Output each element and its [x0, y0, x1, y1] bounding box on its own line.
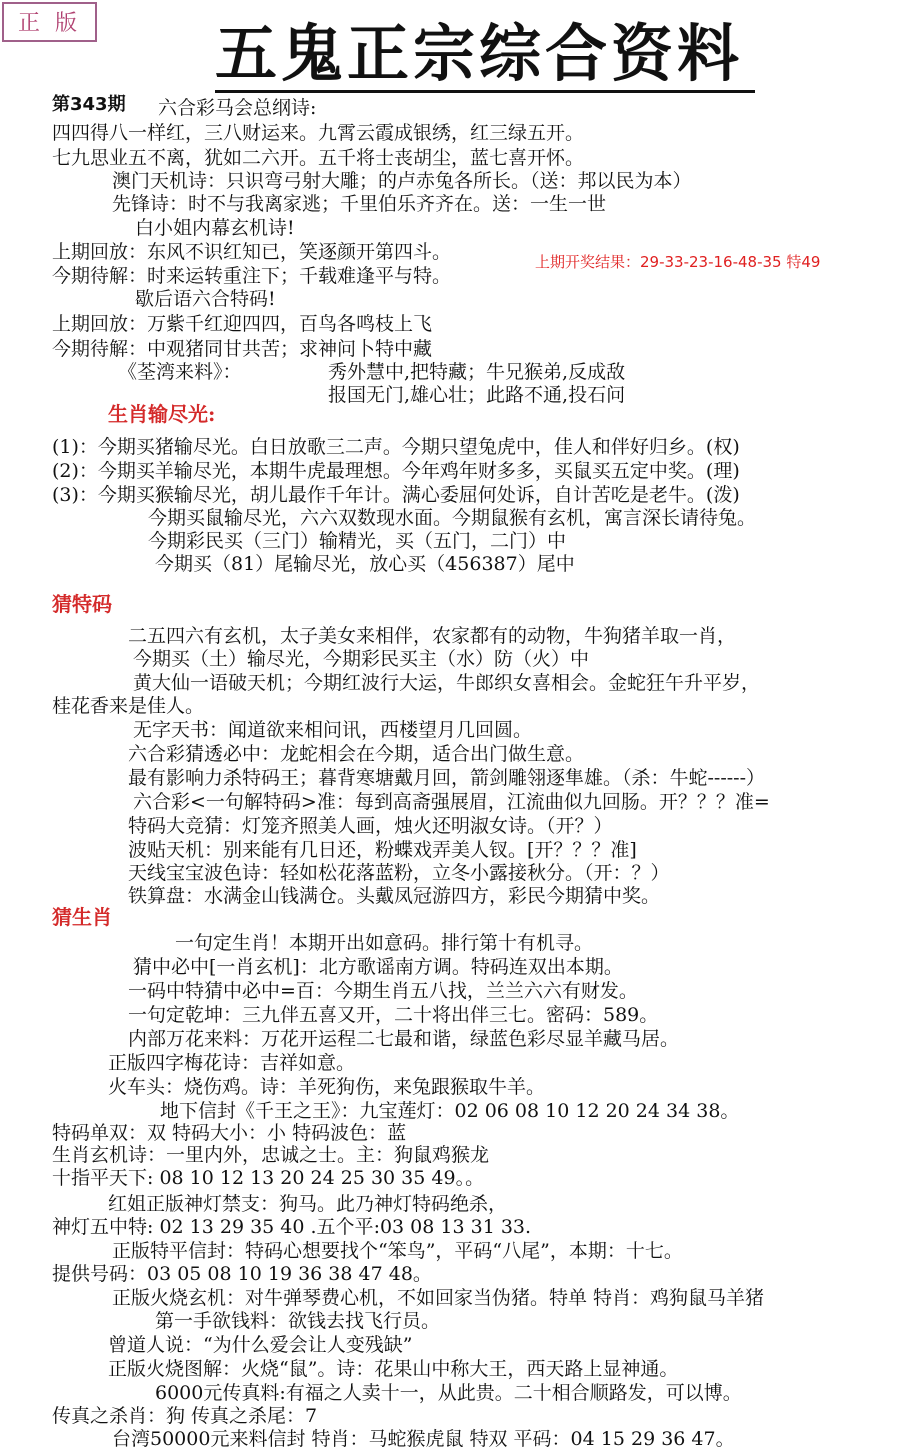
text-line: 天线宝宝波色诗：轻如松花落蓝粉，立冬小露接秋分。（开：？）	[128, 862, 670, 884]
text-line: 今期买（土）输尽光，今期彩民买主（水）防（火）中	[133, 648, 590, 670]
text-line: 二五四六有玄机，太子美女来相伴，农家都有的动物，牛狗猪羊取一肖，	[128, 625, 737, 647]
text-line: 秀外慧中,把特藏；牛兄猴弟,反成敌	[328, 361, 626, 383]
text-line: 地下信封《千王之王》：九宝莲灯：02 06 08 10 12 20 24 34 38。	[160, 1100, 740, 1122]
text-line: 第一手欲钱料：欲钱去找飞行员。	[155, 1310, 441, 1332]
text-line: (3)：今期买猴输尽光，胡儿最作千年计。满心委屈何处诉，自计苦吃是老牛。(泼)	[52, 484, 740, 506]
text-line: (1)：今期买猪输尽光。白日放歌三二声。今期只望兔虎中，佳人和伴好归乡。(权)	[52, 436, 740, 458]
edition-badge: 正 版	[2, 2, 97, 42]
text-line: 桂花香来是佳人。	[52, 695, 205, 717]
text-line: 先锋诗：时不与我离家逃；千里伯乐齐齐在。送：一生一世	[112, 193, 607, 215]
text-line: 上期回放：东风不识红知已，笑逐颜开第四斗。	[52, 241, 452, 263]
text-line: 歇后语六合特码!	[135, 288, 276, 310]
text-line: 四四得八一样红，三八财运来。九霄云霞成银绣，红三绿五开。	[52, 122, 585, 144]
text-line: 传真之杀肖：狗 传真之杀尾：7	[52, 1405, 318, 1427]
text-line: 六合彩马会总纲诗:	[158, 97, 317, 119]
page-title: 五鬼正宗综合资料	[215, 18, 755, 93]
section-heading-caishengxiao: 猜生肖	[52, 905, 112, 929]
text-line: 白小姐内幕玄机诗!	[135, 217, 295, 239]
text-line: 提供号码：03 05 08 10 19 36 38 47 48。	[52, 1263, 432, 1285]
text-line: 澳门天机诗：只识弯弓射大雕；的卢赤兔各所长。（送：邦以民为本）	[112, 170, 692, 192]
section-heading-shengxiao: 生肖输尽光:	[108, 402, 216, 426]
text-line: 台湾50000元来料信封 特肖：马蛇猴虎鼠 特双 平码：04 15 29 36 47。	[112, 1428, 735, 1450]
text-line: 红姐正版神灯禁支：狗马。此乃神灯特码绝杀，	[108, 1193, 508, 1215]
text-line: 内部万花来料：万花开运程二七最和谐，绿蓝色彩尽显羊藏马居。	[128, 1028, 680, 1050]
text-line: 今期买（81）尾输尽光，放心买（456387）尾中	[155, 553, 575, 575]
last-draw-result: 上期开奖结果：29-33-23-16-48-35 特49	[535, 253, 821, 271]
text-line: 黄大仙一语破天机；今期红波行大运，牛郎织女喜相会。金蛇狂午升平岁，	[133, 672, 761, 694]
text-line: 最有影响力杀特码王；暮背寒塘戴月回，箭剑雕翎逐隼雄。（杀：牛蛇------）	[128, 767, 766, 789]
text-line: 铁算盘：水满金山钱满仓。头戴凤冠游四方，彩民今期猜中奖。	[128, 885, 661, 907]
text-line: 今期彩民买（三门）输精光，买（五门，二门）中	[148, 530, 567, 552]
text-line: 今期买鼠输尽光，六六双数现水面。今期鼠猴有玄机，寓言深长请待兔。	[148, 507, 757, 529]
text-line: 特码大竞猜：灯笼齐照美人画，烛火还明淑女诗。（开？）	[128, 815, 613, 837]
text-line: 神灯五中特: 02 13 29 35 40 .五个平:03 08 13 31 33.	[52, 1216, 532, 1238]
text-line: 今期待解：时来运转重注下；千载难逢平与特。	[52, 265, 452, 287]
text-line: 《荃湾来料》：	[118, 361, 242, 383]
text-line: 上期回放：万紫千红迎四四，百鸟各鸣枝上飞	[52, 313, 433, 335]
text-line: 正版特平信封：特码心想要找个“笨鸟”，平码“八尾”，本期：十七。	[112, 1240, 683, 1262]
text-line: 六合彩猜透必中：龙蛇相会在今期，适合出门做生意。	[128, 743, 585, 765]
text-line: 正版四字梅花诗：吉祥如意。	[108, 1052, 356, 1074]
text-line: 一句定生肖！本期开出如意码。排行第十有机寻。	[175, 932, 594, 954]
text-line: 一句定乾坤：三九伴五喜又开，二十将出伴三七。密码：589。	[128, 1004, 659, 1026]
text-line: 正版火烧玄机：对牛弹琴费心机，不如回家当伪猪。特单 特肖：鸡狗鼠马羊猪	[112, 1287, 765, 1309]
text-line: 火车头：烧伤鸡。诗：羊死狗伤，来兔跟猴取牛羊。	[108, 1076, 546, 1098]
text-line: 6000元传真料:有福之人卖十一，从此贵。二十相合顺路发，可以博。	[155, 1382, 742, 1404]
text-line: 七九思业五不离，犹如二六开。五千将士丧胡尘，蓝七喜开怀。	[52, 147, 585, 169]
text-line: 特码单双：双 特码大小：小 特码波色：蓝	[52, 1122, 407, 1144]
text-line: 正版火烧图解：火烧“鼠”。诗：花果山中称大王，西天路上显神通。	[108, 1358, 679, 1380]
section-heading-caitema: 猜特码	[52, 592, 112, 616]
text-line: 曾道人说：“为什么爱会让人变残缺”	[108, 1334, 413, 1356]
text-line: 六合彩<一句解特码>准：每到高斋强展眉，江流曲似九回肠。开？？？准=	[133, 791, 770, 813]
text-line: 生肖玄机诗：一里内外，忠诚之士。主：狗鼠鸡猴龙	[52, 1144, 490, 1166]
text-line: 十指平天下: 08 10 12 13 20 24 25 30 35 49。。	[52, 1167, 485, 1189]
text-line: 波贴天机：别来能有几日还，粉蝶戏弄美人钗。[开？？？准]	[128, 839, 637, 861]
issue-number: 第343期	[52, 94, 126, 115]
text-line: 猜中必中[一肖玄机]：北方歌谣南方调。特码连双出本期。	[133, 956, 623, 978]
text-line: 报国无门,雄心壮；此路不通,投石问	[328, 384, 626, 406]
text-line: 今期待解：中观猪同甘共苦；求神问卜特中藏	[52, 338, 433, 360]
text-line: 无字天书：闻道欲来相问讯，西楼望月几回圆。	[133, 719, 533, 741]
text-line: 一码中特猜中必中=百：今期生肖五八找，兰兰六六有财发。	[128, 980, 638, 1002]
text-line: (2)：今期买羊输尽光，本期牛虎最理想。今年鸡年财多多，买鼠买五定中奖。(理)	[52, 460, 740, 482]
